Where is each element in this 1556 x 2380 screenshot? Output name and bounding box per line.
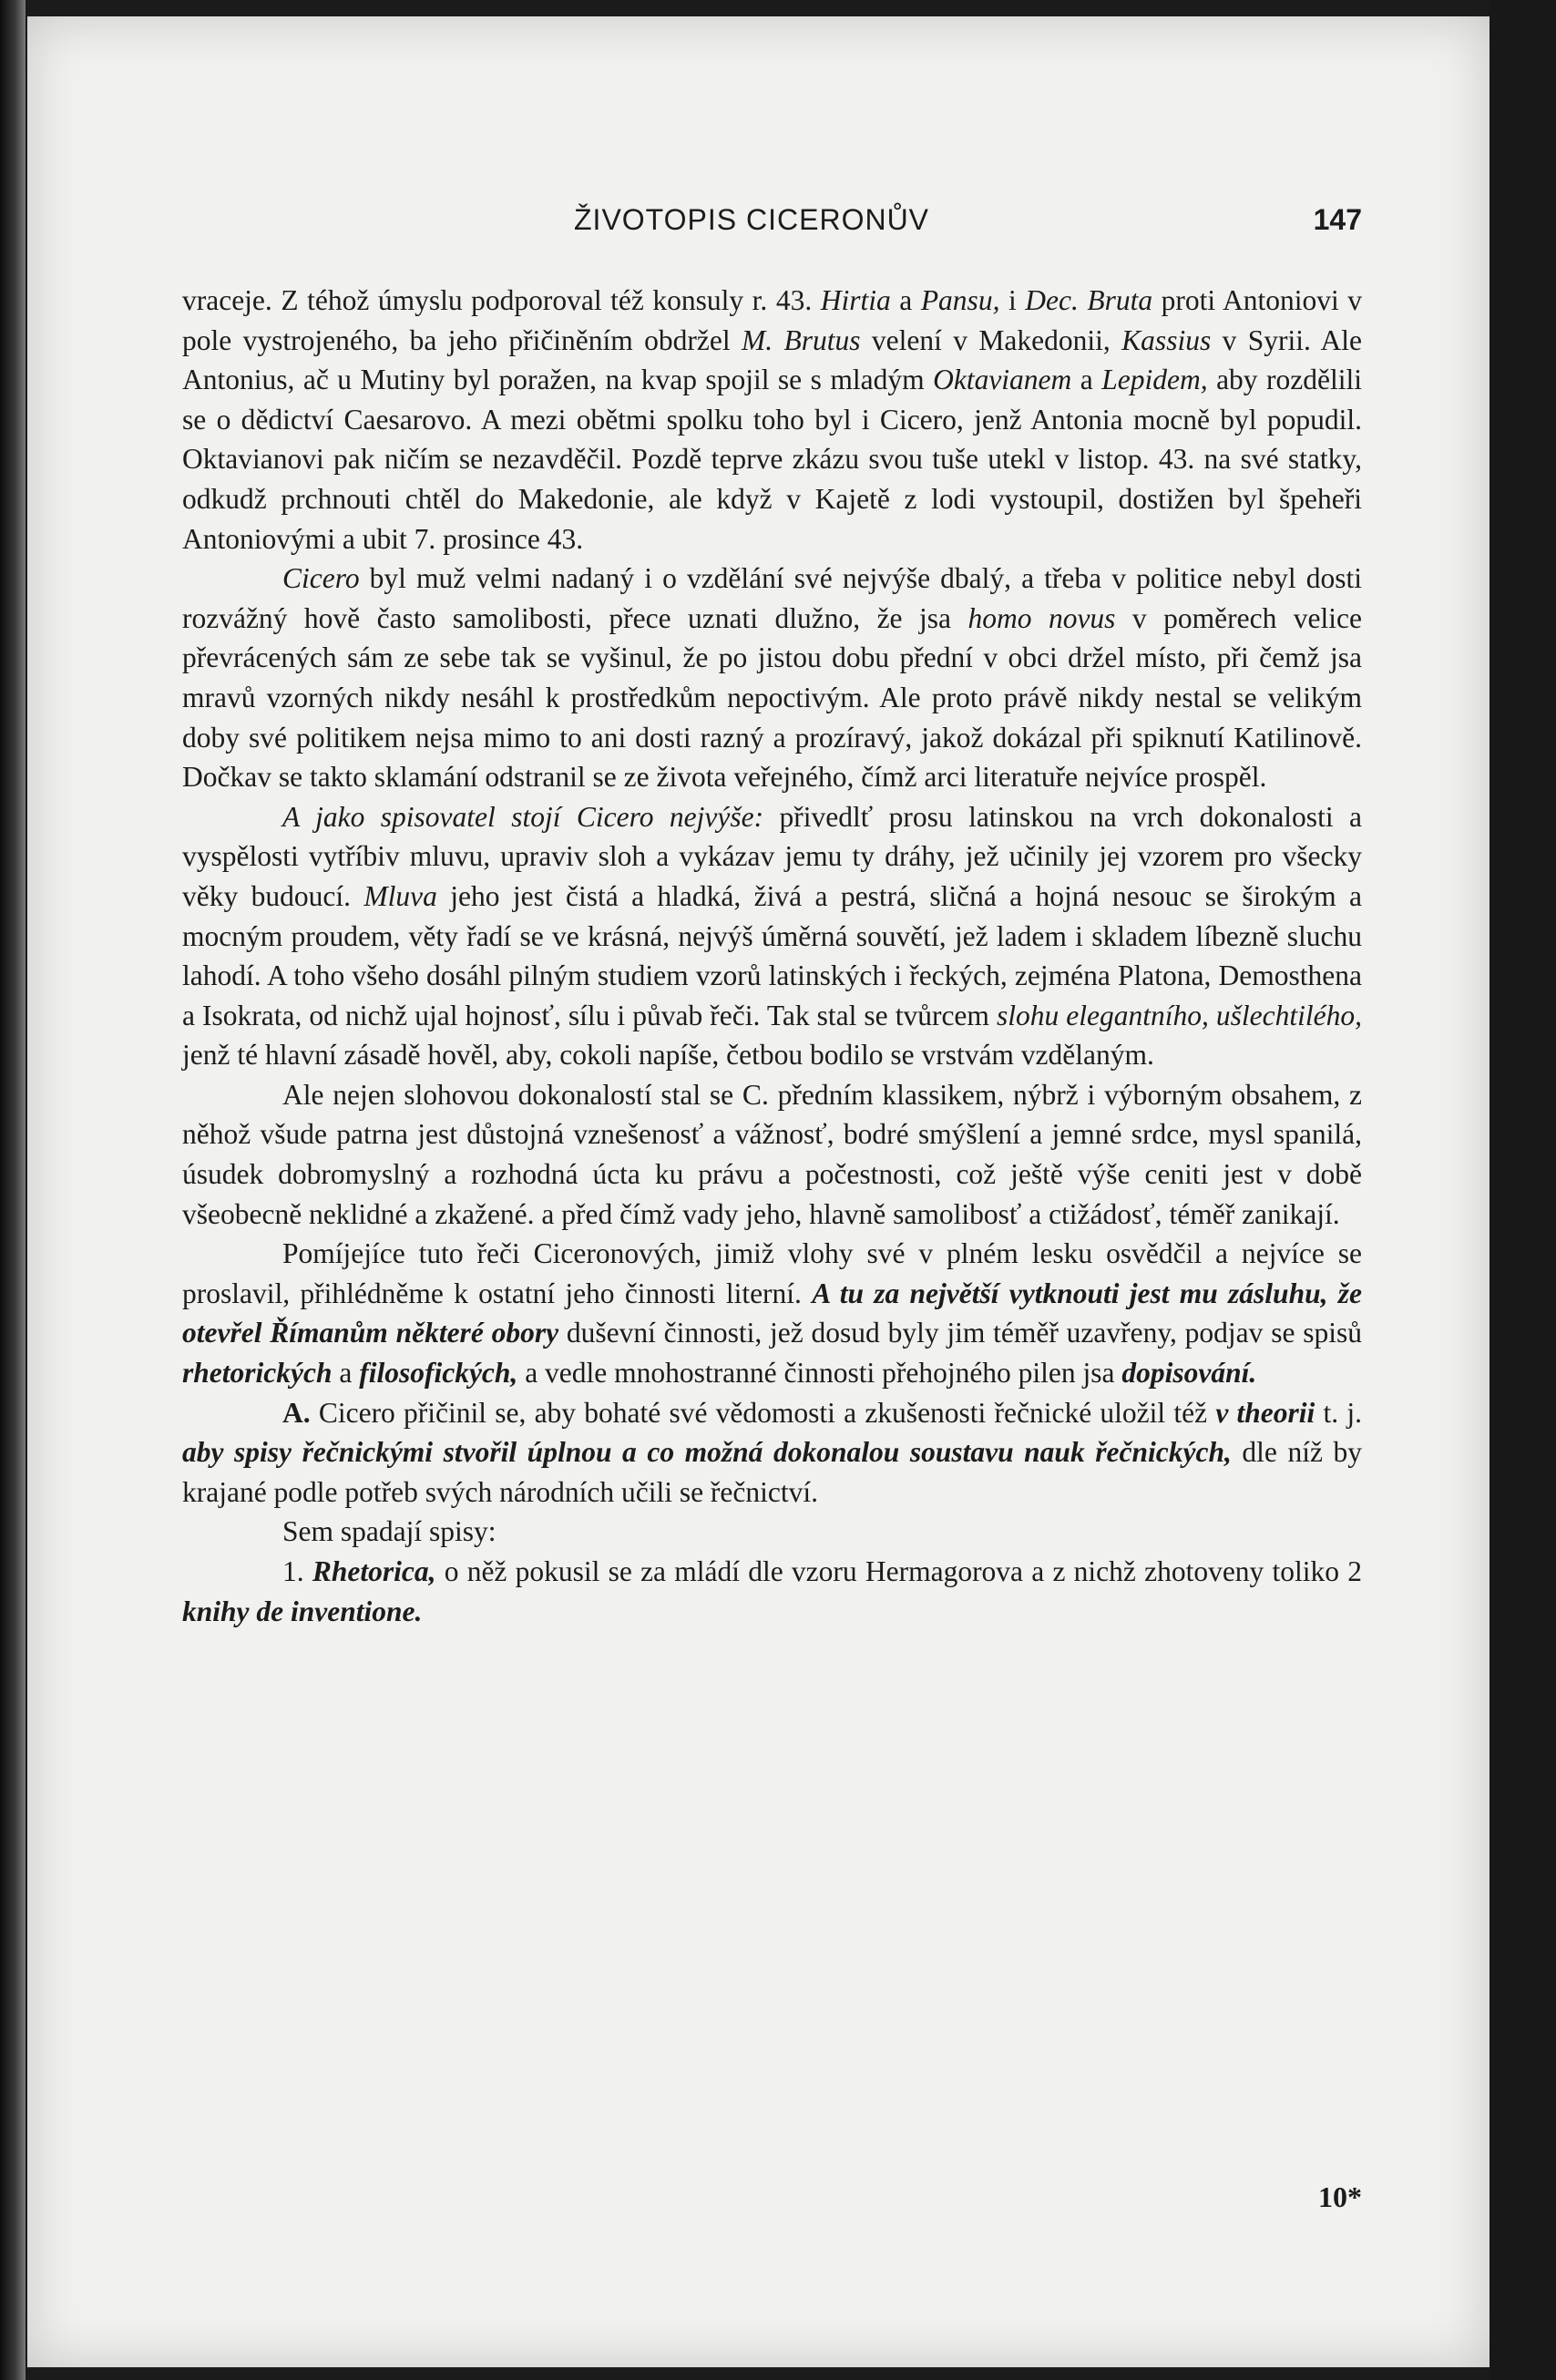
book-page xyxy=(27,16,1489,2367)
emphasized-text: Rhetorica, xyxy=(312,1555,436,1587)
paragraph xyxy=(182,1234,1362,1392)
signature-mark: 10* xyxy=(1318,2180,1362,2213)
emphasized-text: Lepidem, xyxy=(1101,364,1208,396)
emphasized-text: Oktavianem xyxy=(933,364,1072,396)
emphasized-text: Hirtia xyxy=(820,284,891,316)
text-run: proti Antoniovi v pole vystrojeného, ba jeho přičiněním obdržel xyxy=(182,284,1362,356)
emphasized-text: homo novus xyxy=(967,601,1116,634)
text-run: a xyxy=(890,284,921,316)
text-run: duševní činnosti, jež dosud byly jim téměř uzavřeny, podjav se spisů xyxy=(558,1317,1362,1349)
emphasized-text: Kassius xyxy=(1121,323,1212,356)
text-run: jeho jest čistá a hladká, živá a pestrá, sličná a hojná nesouc se širokým a mocným proudem, věty řadí se ve krásná, nejvýš úměrná souvětí, jež ladem i skladem líbezně sluchu lahodí. A toho všeho dosáhl pilným studiem vzorů latinských i řeckých, zejména Platona, Demosthena a Isokrata, od nichž ujal hojnosť, sílu i půvab řeči. Tak stal se tvůrcem xyxy=(182,879,1363,1031)
emphasized-text: slohu elegantního, ušlechtilého, xyxy=(996,999,1362,1031)
paragraph xyxy=(182,281,1362,559)
text-run: přivedlť prosu latinskou na vrch dokonalosti a vyspělosti vytříbiv mluvu, upraviv sloh a vykázav jemu ty dráhy, jež učinily jej vzorem pro všecky věky budoucí. xyxy=(182,800,1362,912)
book-spine-shadow xyxy=(0,0,26,2380)
text-run: 1. xyxy=(282,1555,312,1587)
emphasized-text: aby spisy řečnickými stvořil úplnou a co možná dokonalou soustavu nauk řečnických, xyxy=(182,1436,1232,1469)
paragraph xyxy=(182,797,1362,1075)
emphasized-text: M. Brutus xyxy=(742,323,861,356)
emphasized-text: dopisování. xyxy=(1121,1357,1257,1390)
emphasized-text: Mluva xyxy=(363,879,437,912)
emphasized-text: A. xyxy=(282,1396,311,1429)
page-number: 147 xyxy=(1313,203,1362,236)
emphasized-text: v theorii xyxy=(1215,1396,1315,1429)
text-run: Pomíjejíce tuto řeči Ciceronových, jimiž vlohy své v plném lesku osvědčil a nejvíce se proslavil, přihlédněme k ostatní jeho činnosti literní. xyxy=(182,1237,1362,1309)
text-run: Sem spadají spisy: xyxy=(282,1515,496,1548)
text-run: a xyxy=(1071,364,1102,396)
scan-edge xyxy=(1489,0,1556,2380)
text-run: aby rozdělili se o dědictví Caesarovo. A mezi obětmi spolku toho byl i Cicero, jenž Antonia mocně byl popudil. Oktavianovi pak ničím se nezavděčil. Pozdě teprve zkázu svou tuše utekl v listop. 43. na své statky, odkudž prchnouti chtěl do Makedonie, ale když v Kajetě z lodi vystoupil, dostižen byl špeheři Antoniovými a ubit 7. prosince 43. xyxy=(182,364,1362,555)
text-run: a vedle mnohostranné činnosti přehojného pilen jsa xyxy=(517,1357,1122,1390)
paragraph xyxy=(182,1393,1362,1513)
text-run: i xyxy=(999,284,1026,316)
paragraph xyxy=(182,1075,1362,1234)
text-run: byl muž velmi nadaný i o vzdělání své nejvýše dbalý, a třeba v politice nebyl dosti rozvážný hově často samolibosti, přece uznati dlužno, že jsa xyxy=(182,562,1362,634)
emphasized-text: filosofických, xyxy=(359,1357,518,1390)
text-run: o něž pokusil se za mládí dle vzoru Hermagorova a z nichž zhotoveny toliko 2 xyxy=(435,1555,1363,1587)
paragraph xyxy=(182,559,1362,797)
text-run: t. j. xyxy=(1315,1396,1362,1429)
emphasized-text: knihy de inventione. xyxy=(182,1595,423,1627)
emphasized-text: A jako spisovatel stojí Cicero nejvýše: xyxy=(282,800,764,833)
paragraph xyxy=(182,1512,1362,1552)
body-text xyxy=(182,281,1362,1631)
text-run: Cicero přičinil se, aby bohaté své vědomosti a zkušenosti řečnické uložil též xyxy=(310,1396,1216,1429)
text-run: velení v Makedonii, xyxy=(860,323,1122,356)
running-title: ŽIVOTOPIS CICERONŮV xyxy=(574,203,930,236)
emphasized-text: Pansu, xyxy=(920,284,1000,316)
emphasized-text: Dec. Bruta xyxy=(1025,284,1153,316)
text-run: v poměrech velice převrácených sám ze sebe tak se vyšinul, že po jistou dobu přední v obci držel místo, při čemž jsa mravů vzorných nikdy nesáhl k prostředkům nepoctivým. Ale proto právě nikdy nestal se velikým doby své politikem nejsa mimo to ani dosti razný a prozíravý, jakož dokázal při spiknutí Katilinově. Dočkav se takto sklamání odstranil se ze života veřejného, čímž arci literatuře nejvíce prospěl. xyxy=(182,601,1362,794)
text-run: jenž té hlavní zásadě hověl, aby, cokoli napíše, četbou bodilo se vrstvám vzdělaným. xyxy=(182,1039,1154,1072)
emphasized-text: rhetorických xyxy=(182,1357,333,1390)
text-run: Ale nejen slohovou dokonalostí stal se C. předním klassikem, nýbrž i výborným obsahem, z něhož všude patrna jest důstojná vznešenosť a vážnosť, bodré smýšlení a jemné srdce, mysl spanilá, úsudek dobromyslný a rozhodná úcta ku právu a počestnosti, což ještě výše ceniti jest v době všeobecně neklidné a zkažené. a před čímž vady jeho, hlavně samolibosť a ctižádosť, téměř zanikají. xyxy=(182,1078,1362,1230)
emphasized-text: A tu za největší vytknouti jest mu zásluhu, že otevřel Římanům některé obory xyxy=(182,1277,1362,1349)
paragraph xyxy=(182,1552,1362,1631)
page-header xyxy=(182,203,1362,240)
text-run: vraceje. Z téhož úmyslu podporoval též konsuly r. 43. xyxy=(182,284,821,316)
emphasized-text: Cicero xyxy=(282,562,360,595)
text-run: a xyxy=(332,1357,360,1390)
text-run: v Syrii. Ale Antonius, ač u Mutiny byl poražen, na kvap spojil se s mladým xyxy=(182,323,1363,396)
text-run: dle níž by krajané podle potřeb svých národních učili se řečnictví. xyxy=(182,1436,1362,1508)
